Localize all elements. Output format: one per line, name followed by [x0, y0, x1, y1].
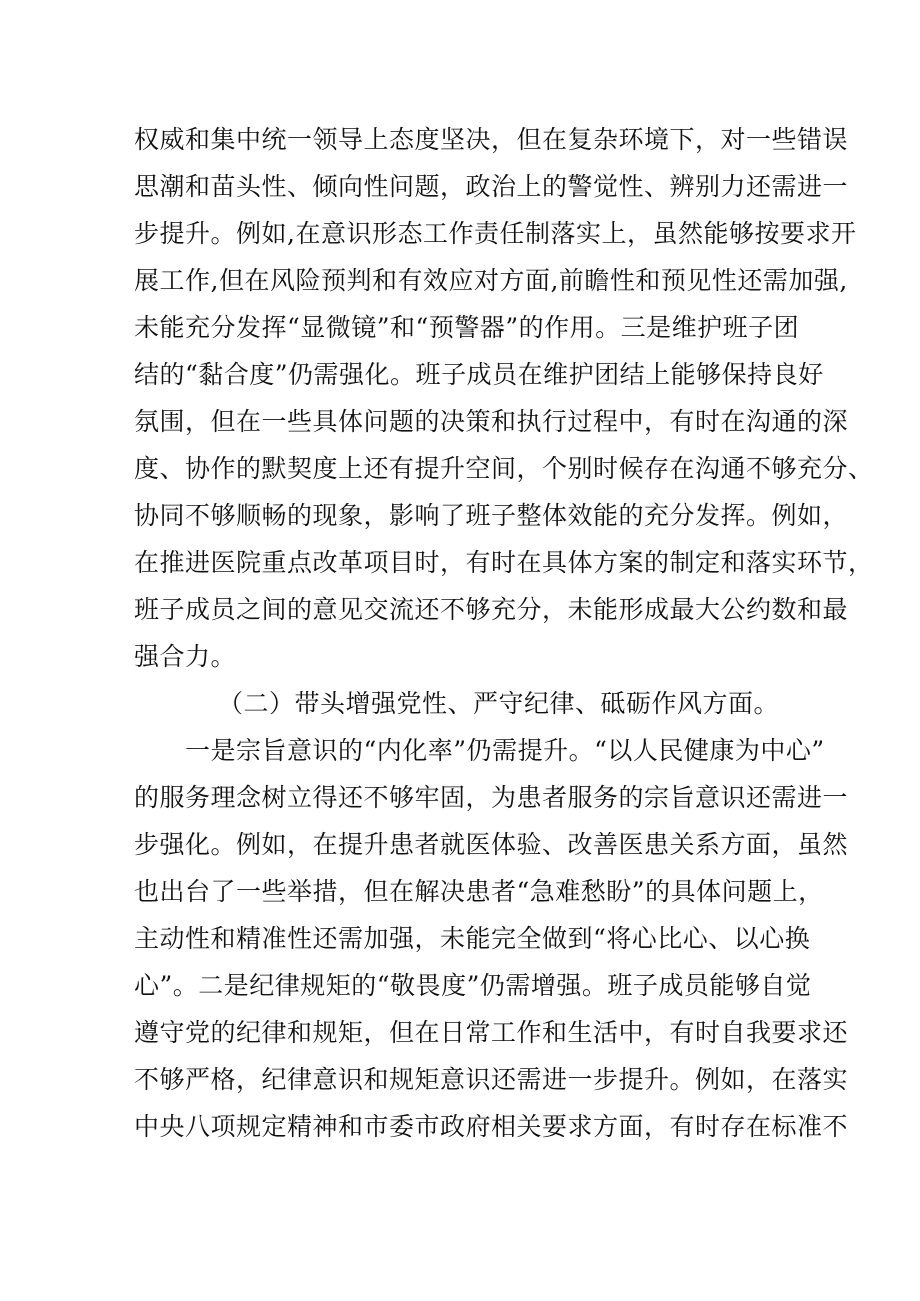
section-heading: （二）带头增强党性、严守纪律、砥砺作风方面。	[218, 689, 780, 718]
text-line-7: 氛围，但在一些具体问题的决策和执行过程中，有时在沟通的深	[134, 407, 849, 436]
body-text	[134, 116, 874, 1150]
text-line-22: 中央八项规定精神和市委市政府相关要求方面，有时存在标准不	[134, 1112, 849, 1141]
text-line-2: 思潮和苗头性、倾向性问题，政治上的警觉性、辨别力还需进一	[134, 172, 849, 201]
text-line-4: 展工作,但在风险预判和有效应对方面,前瞻性和预见性还需加强,	[134, 266, 848, 295]
text-line-3: 步提升。例如,在意识形态工作责任制落实上，虽然能够按要求开	[134, 219, 857, 248]
text-line-18: 主动性和精准性还需加强，未能完全做到“将心比心、以心换	[134, 924, 811, 953]
text-line-19: 心”。二是纪律规矩的“敬畏度”仍需增强。班子成员能够自觉	[134, 971, 812, 1000]
text-line-20: 遵守党的纪律和规矩，但在日常工作和生活中，有时自我要求还	[134, 1018, 849, 1047]
text-line-21: 不够严格，纪律意识和规矩意识还需进一步提升。例如，在落实	[134, 1065, 849, 1094]
text-line-6: 结的“黏合度”仍需强化。班子成员在维护团结上能够保持良好	[134, 360, 824, 389]
text-line-14: 一是宗旨意识的“内化率”仍需提升。“以人民健康为中心”	[185, 736, 825, 765]
text-line-11: 班子成员之间的意见交流还不够充分，未能形成最大公约数和最	[134, 595, 849, 624]
text-line-12: 强合力。	[134, 642, 237, 671]
text-line-16: 步强化。例如，在提升患者就医体验、改善医患关系方面，虽然	[134, 830, 849, 859]
text-line-10: 在推进医院重点改革项目时，有时在具体方案的制定和落实环节，	[134, 548, 874, 577]
text-line-8: 度、协作的默契度上还有提升空间，个别时候存在沟通不够充分、	[134, 454, 874, 483]
text-line-5: 未能充分发挥“显微镜”和“预警器”的作用。三是维护班子团	[134, 313, 800, 342]
text-line-1: 权威和集中统一领导上态度坚决，但在复杂环境下，对一些错误	[134, 125, 849, 154]
text-line-17: 也出台了一些举措，但在解决患者“急难愁盼”的具体问题上，	[134, 877, 824, 906]
text-line-9: 协同不够顺畅的现象，影响了班子整体效能的充分发挥。例如，	[134, 501, 849, 530]
text-line-15: 的服务理念树立得还不够牢固，为患者服务的宗旨意识还需进一	[134, 783, 849, 812]
